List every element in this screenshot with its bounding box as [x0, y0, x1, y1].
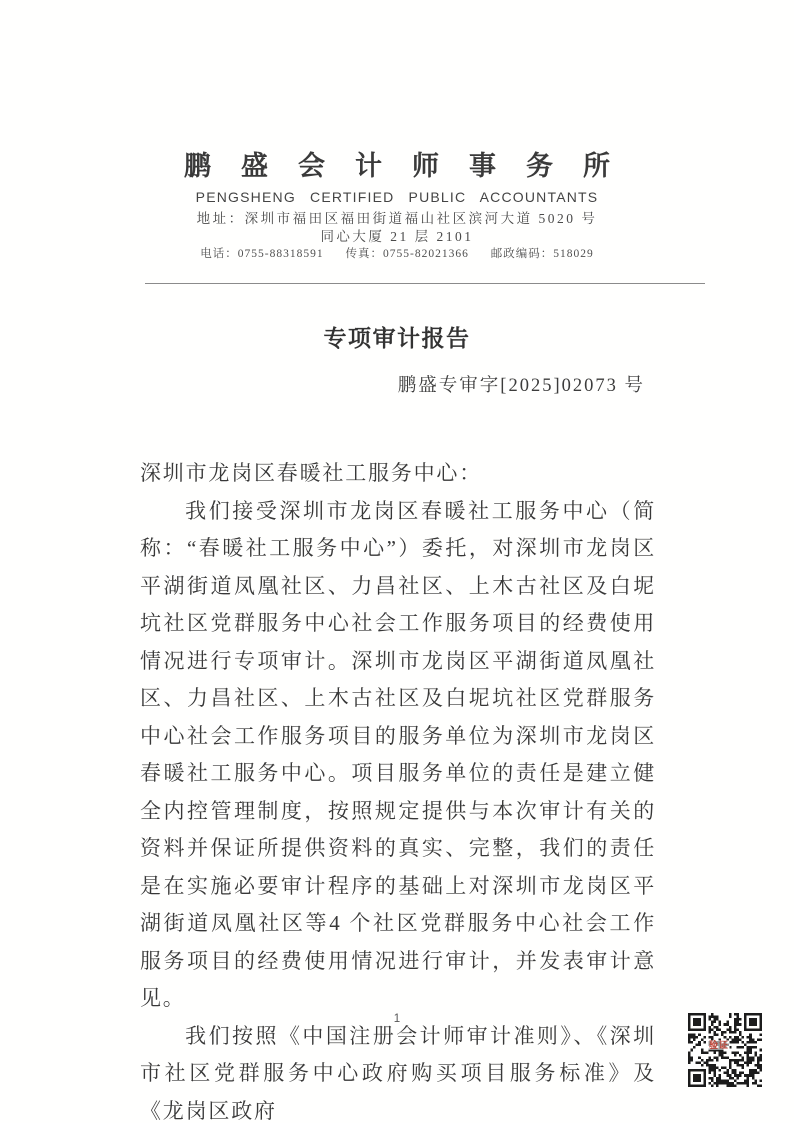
letterhead-divider: [145, 283, 705, 284]
report-paragraph: 我们接受深圳市龙岗区春暖社工服务中心（简称：“春暖社工服务中心”）委托，对深圳市龙岗区平湖街道凤凰社区、力昌社区、上木古社区及白坭坑社区党群服务中心社会工作服务项目的经费使用情况进行专项审计。深圳市龙岗区平湖街道凤凰社区、力昌社区、上木古社区及白坭坑社区党群服务中心社会工作服务项目的服务单位为深圳市龙岗区春暖社工服务中心。项目服务单位的责任是建立健全内控管理制度，按照规定提供与本次审计有关的资料并保证所提供资料的真实、完整，我们的责任是在实施必要审计程序的基础上对深圳市龙岗区平湖街道凤凰社区等4 个社区党群服务中心社会工作服务项目的经费使用情况进行审计，并发表审计意见。: [140, 493, 656, 1018]
firm-name-chinese: 鹏盛会计师事务所: [0, 144, 794, 183]
phone-number: 电话：0755-88318591: [200, 248, 323, 260]
contact-line: [0, 245, 794, 261]
fax-number: 传真：0755-82021366: [346, 248, 469, 260]
report-paragraph: 我们按照《中国注册会计师审计准则》、《深圳市社区党群服务中心政府购买项目服务标准》及《龙岗区政府: [140, 1018, 656, 1130]
page-number: 1: [0, 1013, 794, 1025]
report-text: [140, 455, 656, 1130]
report-title: 专项审计报告: [0, 320, 794, 353]
firm-name-english: PENGSHENG CERTIFIED PUBLIC ACCOUNTANTS: [0, 189, 794, 205]
qr-center-stamp: 验证: [708, 1040, 730, 1050]
address-line-1: 地址：深圳市福田区福田街道福山社区滨河大道 5020 号: [0, 207, 794, 227]
document-number: 鹏盛专审字[2025]02073 号: [398, 371, 645, 397]
salutation-line: 深圳市龙岗区春暖社工服务中心：: [140, 455, 656, 493]
address-line-2: 同心大厦 21 层 2101: [0, 225, 794, 245]
qr-code: [688, 1013, 762, 1087]
postal-code: 邮政编码：518029: [491, 248, 594, 260]
qr-code-pattern: [688, 1013, 762, 1087]
